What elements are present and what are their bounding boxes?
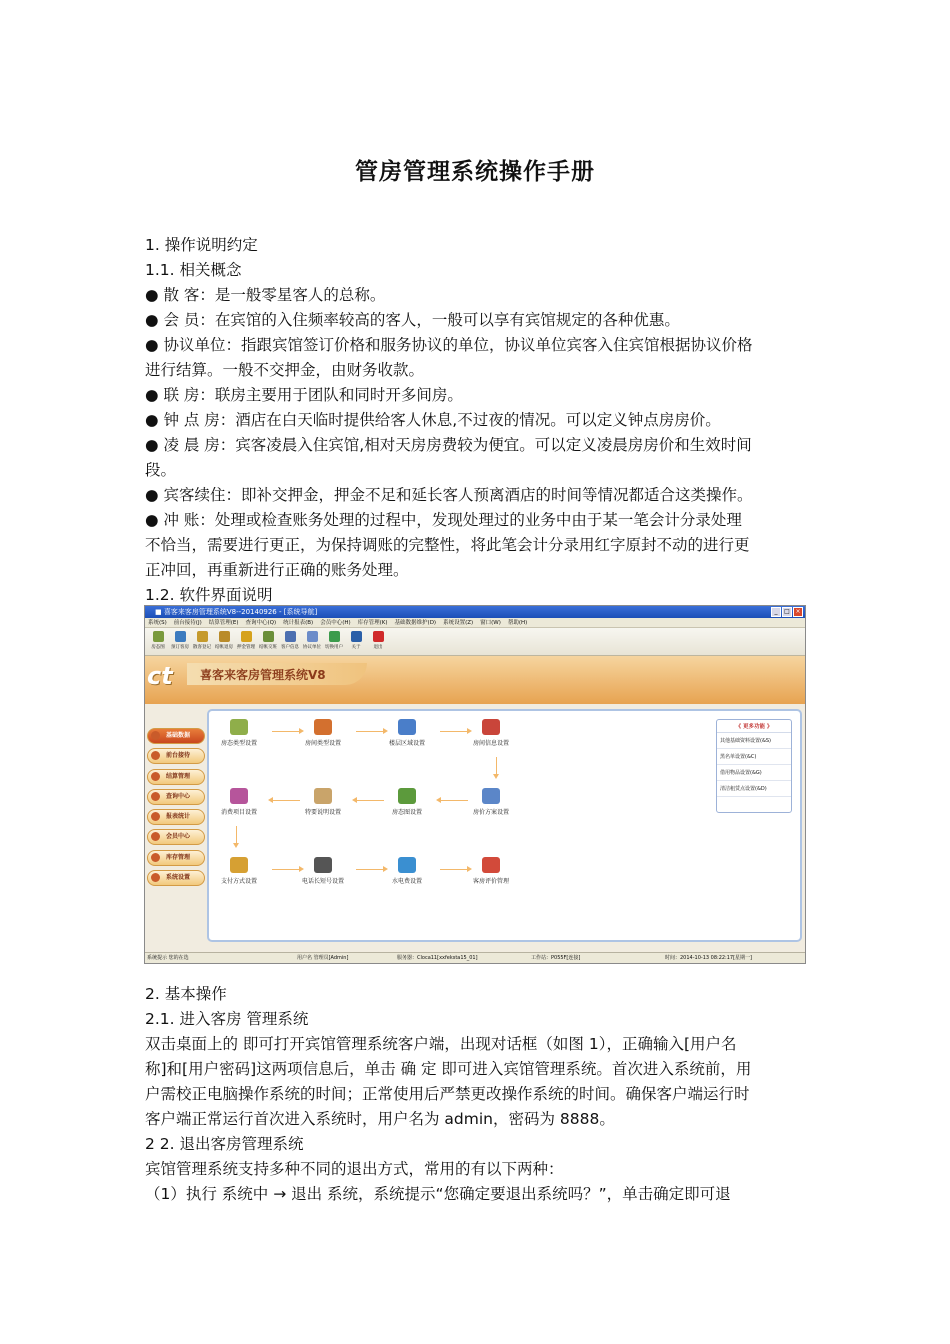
nav-node-icon	[398, 719, 416, 735]
nav-node[interactable]	[291, 857, 355, 885]
nav-node[interactable]	[207, 719, 271, 747]
nav-node-label: 房态类型设置	[220, 740, 257, 747]
toolbar-icon	[241, 631, 252, 642]
close-icon[interactable]: ×	[793, 607, 803, 617]
toolbar-icon	[329, 631, 340, 642]
toolbar-button[interactable]	[345, 628, 367, 656]
nav-node-icon	[314, 719, 332, 735]
text-line: ● 协议单位：指跟宾馆签订价格和服务协议的单位，协议单位宾客入住宾馆根据协议价格	[145, 336, 753, 354]
document-title: 管房管理系统操作手册	[355, 159, 595, 185]
nav-node-icon	[482, 788, 500, 804]
more-functions-item[interactable]: 黑名单设置(&C)	[717, 749, 791, 765]
text-line: 不恰当，需要进行更正，为保持调账的完整性，将此笔会计分录用红字原封不动的进行更	[145, 536, 750, 554]
status-station: 工作站：P055F[连接]	[531, 955, 581, 961]
toolbar-icon	[153, 631, 164, 642]
nav-node-icon	[230, 788, 248, 804]
toolbar-label: 退出	[373, 645, 383, 650]
text-line: ● 凌 晨 房：宾客凌晨入住宾馆,相对天房房费较为便宜。可以定义凌晨房房价和生效时间	[145, 436, 752, 454]
window-title: ■ 喜客来客房管理系统V8--20140926 - [系统导航]	[155, 608, 318, 616]
text-line: 正冲回，再重新进行正确的账务处理。	[145, 561, 409, 579]
app-logo: ct	[147, 662, 173, 690]
toolbar-button[interactable]	[301, 628, 323, 656]
toolbar	[145, 628, 805, 656]
sidebar	[147, 728, 205, 890]
toolbar-label: 结帐退房	[215, 645, 233, 650]
status-tip: 系统提示 您的在选	[147, 955, 189, 961]
text-line: ● 宾客续住：即补交押金，押金不足和延长客人预离酒店的时间等情况都适合这类操作。	[145, 486, 753, 504]
section-1-text	[145, 233, 810, 608]
toolbar-icon	[263, 631, 274, 642]
toolbar-button[interactable]	[235, 628, 257, 656]
status-server: 服务器：Cloca11[xxfeksta15_01]	[397, 955, 478, 961]
nav-node[interactable]	[375, 857, 439, 885]
sidebar-item-query[interactable]: 查询中心	[147, 789, 205, 805]
more-functions-item[interactable]: 其他基础资料设置(&S)	[717, 733, 791, 749]
toolbar-button[interactable]	[191, 628, 213, 656]
sidebar-item-settlement[interactable]: 结算管理	[147, 769, 205, 785]
status-bar	[145, 952, 805, 963]
nav-node[interactable]	[291, 788, 355, 816]
nav-node-label: 电话长短号设置	[301, 878, 344, 885]
nav-node-label: 支付方式设置	[220, 878, 257, 885]
nav-node-icon	[230, 857, 248, 873]
toolbar-button[interactable]	[213, 628, 235, 656]
text-line: 户需校正电脑操作系统的时间；正常使用后严禁更改操作系统的时间。确保客户端运行时	[145, 1085, 750, 1103]
more-functions-item[interactable]: 清洁租赁点设置(&D)	[717, 781, 791, 797]
toolbar-icon	[307, 631, 318, 642]
status-user: 用户名 管理员[Admin]	[297, 955, 349, 961]
minimize-icon[interactable]: _	[771, 607, 781, 617]
menu-item[interactable]: 查询中心(Q)	[245, 620, 277, 626]
menu-item[interactable]: 系统设置(Z)	[443, 620, 474, 626]
toolbar-button[interactable]	[147, 628, 169, 656]
nav-node-icon	[314, 788, 332, 804]
text-line: ● 钟 点 房：酒店在白天临时提供给客人休息,不过夜的情况。可以定义钟点房房价。	[145, 411, 721, 429]
nav-node[interactable]	[207, 857, 271, 885]
text-line: 2 2. 退出客房管理系统	[145, 1135, 304, 1153]
nav-node-icon	[314, 857, 332, 873]
toolbar-label: 关于	[351, 645, 361, 650]
toolbar-label: 押金管理	[237, 645, 255, 650]
toolbar-button[interactable]	[257, 628, 279, 656]
toolbar-button[interactable]	[323, 628, 345, 656]
toolbar-icon	[197, 631, 208, 642]
sidebar-item-inventory[interactable]: 库存管理	[147, 850, 205, 866]
toolbar-label: 散客登记	[193, 645, 211, 650]
nav-node-icon	[398, 857, 416, 873]
toolbar-button[interactable]	[367, 628, 389, 656]
nav-node-icon	[482, 719, 500, 735]
nav-node[interactable]	[459, 788, 523, 816]
sidebar-item-reports[interactable]: 报表统计	[147, 809, 205, 825]
menu-item[interactable]: 结算管理(E)	[208, 620, 239, 626]
toolbar-button[interactable]	[279, 628, 301, 656]
section-2-text	[145, 982, 810, 1207]
nav-node[interactable]	[207, 788, 271, 816]
nav-node-label: 房态图设置	[391, 809, 422, 816]
text-line: 1. 操作说明约定	[145, 236, 258, 254]
menu-bar	[145, 618, 805, 628]
toolbar-icon	[219, 631, 230, 642]
text-line: 段。	[145, 461, 177, 479]
text-line: 宾馆管理系统支持多种不同的退出方式，常用的有以下两种：	[145, 1160, 564, 1178]
toolbar-label: 预订客房	[171, 645, 189, 650]
nav-node-label: 水电费设置	[391, 878, 422, 885]
nav-node-label: 客房评价管理	[472, 878, 509, 885]
nav-node[interactable]	[375, 719, 439, 747]
text-line: ● 冲 账：处理或检查账务处理的过程中，发现处理过的业务中由于某一笔会计分录处理	[145, 511, 742, 529]
nav-node-label: 房间类型设置	[304, 740, 341, 747]
menu-item[interactable]: 帮助(H)	[507, 620, 528, 626]
text-line: 客户端正常运行首次进入系统时，用户名为 admin，密码为 8888。	[145, 1110, 615, 1128]
nav-node[interactable]	[459, 719, 523, 747]
arrow-down-icon	[496, 757, 497, 775]
menu-item[interactable]: 库存管理(K)	[357, 620, 388, 626]
menu-item[interactable]: 系统(S)	[148, 620, 167, 626]
nav-node-label: 房间信息设置	[472, 740, 509, 747]
sidebar-item-members[interactable]: 会员中心	[147, 829, 205, 845]
menu-item[interactable]: 前台接待(J)	[173, 620, 202, 626]
toolbar-label: 切换用户	[325, 645, 343, 650]
text-line: ● 会 员：在宾馆的入住频率较高的客人，一般可以享有宾馆规定的各种优惠。	[145, 311, 680, 329]
sidebar-item-basic-data[interactable]: 基础数据	[147, 728, 205, 744]
arrow-down-icon	[236, 826, 237, 844]
nav-node-label: 消费项目设置	[220, 809, 257, 816]
more-functions-panel	[716, 719, 792, 813]
software-screenshot	[144, 605, 806, 964]
app-name: 喜客来客房管理系统V8	[200, 668, 326, 682]
menu-item[interactable]: 窗口(W)	[480, 620, 501, 626]
nav-node-icon	[398, 788, 416, 804]
toolbar-label: 客户信息	[281, 645, 299, 650]
toolbar-label: 结帐交班	[259, 645, 277, 650]
text-line: ● 联 房：联房主要用于团队和同时开多间房。	[145, 386, 463, 404]
text-line: 1.1. 相关概念	[145, 261, 242, 279]
text-line: （1）执行 系统中 → 退出 系统，系统提示“您确定要退出系统吗？”，单击确定即可退	[145, 1185, 731, 1203]
nav-node[interactable]	[291, 719, 355, 747]
app-banner	[145, 656, 805, 704]
sidebar-item-settings[interactable]: 系统设置	[147, 870, 205, 886]
nav-node-icon	[482, 857, 500, 873]
menu-item[interactable]: 会员中心(H)	[320, 620, 351, 626]
nav-node-label: 房价方案设置	[472, 809, 509, 816]
window-title-bar	[145, 606, 805, 618]
text-line: 2.1. 进入客房 管理系统	[145, 1010, 309, 1028]
toolbar-label: 房态图	[151, 645, 165, 650]
navigation-panel	[207, 709, 802, 942]
toolbar-button[interactable]	[169, 628, 191, 656]
toolbar-icon	[351, 631, 362, 642]
nav-node[interactable]	[375, 788, 439, 816]
toolbar-icon	[175, 631, 186, 642]
text-line: 称]和[用户密码]这两项信息后，单击 确 定 即可进入宾馆管理系统。首次进入系统前，用	[145, 1060, 752, 1078]
menu-item[interactable]: 统计报表(B)	[283, 620, 314, 626]
text-line: 进行结算。一般不交押金，由财务收款。	[145, 361, 425, 379]
menu-item[interactable]: 基础数据维护(D)	[394, 620, 437, 626]
text-line: 双击桌面上的 即可打开宾馆管理系统客户端，出现对话框（如图 1），正确输入[用户名	[145, 1035, 737, 1053]
sidebar-item-front-desk[interactable]: 前台接待	[147, 748, 205, 764]
text-line: 2. 基本操作	[145, 985, 227, 1003]
status-time: 时间：2014-10-13 08:22:17[星期一]	[665, 955, 753, 961]
nav-node[interactable]	[459, 857, 523, 885]
nav-node-label: 特要说明设置	[304, 809, 341, 816]
nav-node-label: 楼层区域设置	[388, 740, 425, 747]
nav-node-icon	[230, 719, 248, 735]
more-functions-title: 《 更多功能 》	[717, 720, 791, 733]
toolbar-icon	[285, 631, 296, 642]
text-line: ● 散 客：是一般零星客人的总称。	[145, 286, 386, 304]
toolbar-icon	[373, 631, 384, 642]
maximize-icon[interactable]: □	[782, 607, 792, 617]
toolbar-label: 协议单位	[303, 645, 321, 650]
more-functions-item[interactable]: 借用物品设置(&G)	[717, 765, 791, 781]
text-line: 1.2. 软件界面说明	[145, 586, 273, 604]
